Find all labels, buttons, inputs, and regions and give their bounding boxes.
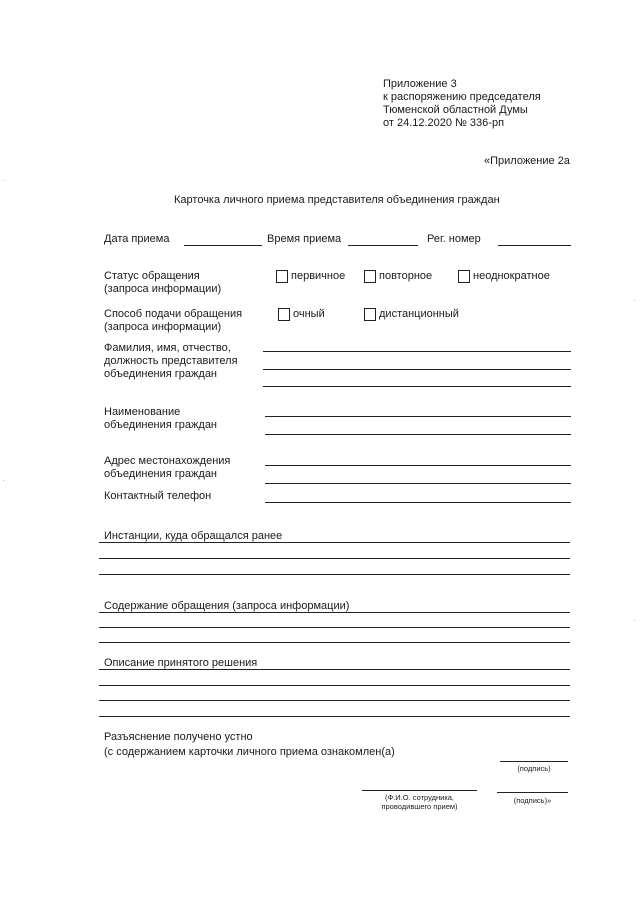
reg-number-field[interactable]	[498, 245, 571, 246]
status-sublabel: (запроса информации)	[104, 283, 222, 295]
signature-line-2[interactable]	[497, 792, 568, 793]
employee-caption-line2: проводившего прием)	[381, 802, 458, 811]
address-label-line2: объединения граждан	[104, 468, 218, 480]
decision-line1[interactable]	[99, 669, 570, 670]
fio-label-line3: объединения граждан	[104, 368, 218, 380]
org-name-field-line2[interactable]	[265, 434, 571, 435]
scan-edge-mark	[634, 620, 635, 621]
method-remote-checkbox[interactable]	[364, 308, 376, 321]
fio-field-line3[interactable]	[263, 386, 571, 387]
reg-number-label: Рег. номер	[427, 233, 481, 245]
appendix-header-line1: Приложение 3	[383, 78, 457, 90]
appendix-header-line3: Тюменской областной Думы	[383, 104, 528, 116]
fio-field-line1[interactable]	[263, 351, 571, 352]
document-title: Карточка личного приема представителя объединения граждан	[174, 194, 500, 206]
address-field-line1[interactable]	[265, 465, 571, 466]
appendix-header-line2: к распоряжению председателя	[383, 91, 541, 103]
method-inperson-checkbox[interactable]	[278, 308, 290, 321]
status-multiple-checkbox[interactable]	[458, 270, 470, 283]
org-name-field-line1[interactable]	[265, 416, 571, 417]
decision-line3[interactable]	[99, 700, 570, 701]
fio-field-line2[interactable]	[263, 369, 571, 370]
method-label: Способ подачи обращения	[104, 308, 243, 320]
method-inperson-label: очный	[293, 308, 325, 320]
appendix-label: «Приложение 2а	[484, 155, 570, 167]
instances-heading: Инстанции, куда обращался ранее	[104, 530, 283, 542]
time-label: Время приема	[267, 233, 342, 245]
instances-line1[interactable]	[99, 542, 570, 543]
explain-line2: (с содержанием карточки личного приема ознакомлен(а)	[104, 746, 395, 758]
appendix-header-line4: от 24.12.2020 № 336-рп	[383, 117, 505, 129]
date-field[interactable]	[184, 245, 262, 246]
content-line3[interactable]	[99, 642, 570, 643]
employee-caption-line1: (Ф.И.О. сотрудника,	[384, 793, 455, 802]
decision-line4[interactable]	[99, 716, 570, 717]
status-label: Статус обращения	[104, 270, 200, 282]
instances-line2[interactable]	[99, 558, 570, 559]
status-multiple-label: неоднократное	[473, 270, 550, 282]
decision-heading: Описание принятого решения	[104, 657, 258, 669]
signature-caption-2: (подпись)»	[513, 796, 552, 805]
signature-caption-1: (подпись)	[517, 764, 551, 773]
method-remote-label: дистанционный	[379, 308, 459, 320]
scan-edge-mark	[3, 480, 4, 481]
status-primary-checkbox[interactable]	[276, 270, 288, 283]
date-label: Дата приема	[104, 233, 170, 245]
signature-line-1[interactable]	[500, 761, 568, 762]
method-sublabel: (запроса информации)	[104, 321, 222, 333]
content-heading: Содержание обращения (запроса информации)	[104, 600, 350, 612]
fio-label-line1: Фамилия, имя, отчество,	[104, 342, 231, 354]
address-field-line2[interactable]	[265, 483, 571, 484]
scan-edge-mark	[634, 300, 635, 301]
scan-edge-mark	[3, 180, 4, 181]
instances-line3[interactable]	[99, 574, 570, 575]
time-field[interactable]	[348, 245, 418, 246]
address-label-line1: Адрес местонахождения	[104, 455, 231, 467]
status-repeat-label: повторное	[379, 270, 433, 282]
phone-label: Контактный телефон	[104, 490, 212, 502]
status-repeat-checkbox[interactable]	[364, 270, 376, 283]
decision-line2[interactable]	[99, 685, 570, 686]
employee-name-line[interactable]	[362, 790, 477, 791]
org-name-label-line1: Наименование	[104, 406, 181, 418]
content-line2[interactable]	[99, 627, 570, 628]
phone-field[interactable]	[265, 502, 571, 503]
explain-line1: Разъяснение получено устно	[104, 731, 253, 743]
status-primary-label: первичное	[291, 270, 346, 282]
org-name-label-line2: объединения граждан	[104, 419, 218, 431]
fio-label-line2: должность представителя	[104, 355, 238, 367]
content-line1[interactable]	[99, 612, 570, 613]
